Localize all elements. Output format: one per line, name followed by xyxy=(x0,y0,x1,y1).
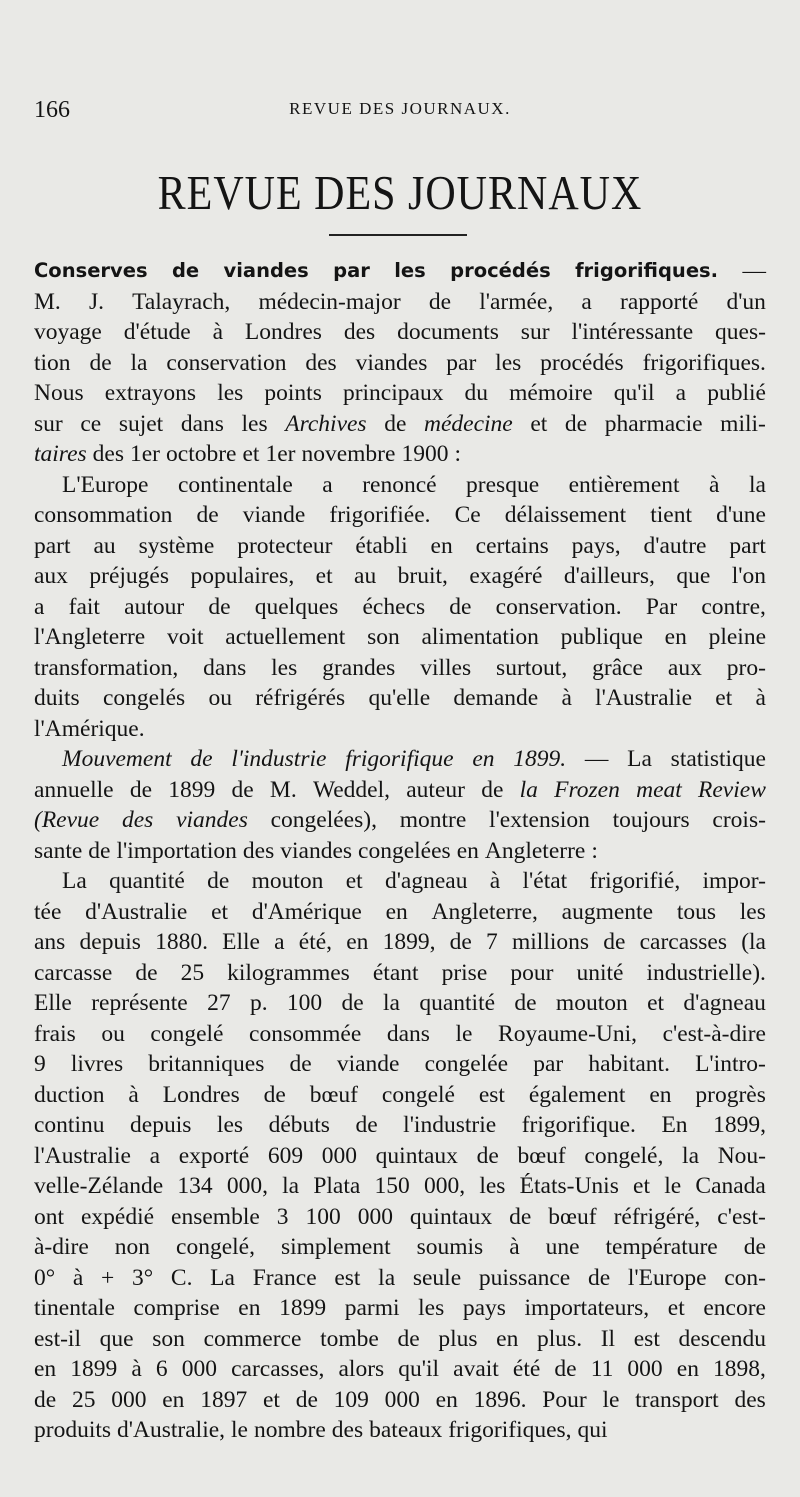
text-line: de 25 000 en 1897 et de 109 000 en 1896. Pour le transport des xyxy=(34,1386,766,1413)
text-line: velle-Zélande 134 000, la Plata 150 000, les États-Unis et le Canada xyxy=(34,1173,766,1199)
text-line: a fait autour de quelques échecs de conservation. Par contre, xyxy=(34,593,766,620)
text-line: ont expédié ensemble 3 100 000 quintaux de bœuf réfrigéré, c'est- xyxy=(34,1203,766,1230)
text-line: voyage d'étude à Londres des documents sur l'intéressante ques- xyxy=(34,319,766,345)
text-line: tion de la conservation des viandes par les procédés frigorifiques. xyxy=(34,349,766,376)
paragraph xyxy=(34,744,766,866)
text-line: ans depuis 1880. Elle a été, en 1899, de 7 millions de carcasses (la xyxy=(34,929,766,955)
text-line: Elle représente 27 p. 100 de la quantité de mouton et d'agneau xyxy=(34,990,766,1016)
text-line: l'Australie a exporté 609 000 quintaux de bœuf congelé, la Nou- xyxy=(34,1142,766,1169)
text-line: l'Amérique. xyxy=(34,715,145,742)
text-line: en 1899 à 6 000 carcasses, alors qu'il avait été de 11 000 en 1898, xyxy=(34,1356,766,1382)
text-line: continu depuis les débuts de l'industrie frigorifique. En 1899, xyxy=(34,1112,766,1138)
text-line: taires des 1er octobre et 1er novembre 1900 : xyxy=(34,441,461,467)
text-line: tée d'Australie et d'Amérique en Angleterre, augmente tous les xyxy=(34,898,766,925)
text-line: sante de l'importation des viandes congelées en Angleterre : xyxy=(34,837,598,864)
text-line: duction à Londres de bœuf congelé est également en progrès xyxy=(34,1081,766,1108)
text-line: 9 livres britanniques de viande congelée par habitant. L'intro- xyxy=(34,1051,766,1077)
page-number: 166 xyxy=(34,97,70,123)
paragraph xyxy=(34,256,766,470)
text-line: consommation de viande frigorifiée. Ce délaissement tient d'une xyxy=(34,502,766,528)
text-line: est-il que son commerce tombe de plus en plus. Il est descendu xyxy=(34,1325,766,1352)
text-line: produits d'Australie, le nombre des bateaux frigorifiques, qui xyxy=(34,1417,608,1443)
text-line: aux préjugés populaires, et au bruit, exagéré d'ailleurs, que l'on xyxy=(34,563,766,589)
text-line: sur ce sujet dans les Archives de médecine et de pharmacie mili- xyxy=(34,410,766,437)
text-line: frais ou congelé consommée dans le Royaume-Uni, c'est-à-dire xyxy=(34,1020,766,1047)
text-line: Nous extrayons les points principaux du mémoire qu'il a publié xyxy=(34,380,766,406)
text-line: Mouvement de l'industrie frigorifique en 1899. — La statistique xyxy=(62,746,766,772)
text-line: La quantité de mouton et d'agneau à l'état frigorifié, impor- xyxy=(62,868,766,894)
text-line: duits congelés ou réfrigérés qu'elle demande à l'Australie et à xyxy=(34,685,766,711)
running-title: REVUE DES JOURNAUX. xyxy=(289,99,511,118)
text-line: Conserves de viandes par les procédés frigorifiques. — xyxy=(34,258,766,284)
text-line: L'Europe continentale a renoncé presque entièrement à la xyxy=(62,471,766,498)
paragraph xyxy=(34,470,766,745)
text-line: (Revue des viandes congelées), montre l'extension toujours crois- xyxy=(34,807,766,833)
text-line: transformation, dans les grandes villes surtout, grâce aux pro- xyxy=(34,654,766,681)
text-line: carcasse de 25 kilogrammes étant prise pour unité industrielle). xyxy=(34,959,766,986)
text-line: à-dire non congelé, simplement soumis à une température de xyxy=(34,1234,766,1260)
text-line: part au système protecteur établi en certains pays, d'autre part xyxy=(34,532,766,559)
article-body xyxy=(34,256,766,1446)
title-rule xyxy=(329,234,467,236)
text-line: annuelle de 1899 de M. Weddel, auteur de la Frozen meat Review xyxy=(34,776,766,803)
text-line: M. J. Talayrach, médecin-major de l'armée, a rapporté d'un xyxy=(34,288,766,315)
running-head xyxy=(34,97,766,127)
paragraph xyxy=(34,866,766,1446)
text-line: l'Angleterre voit actuellement son alimentation publique en pleine xyxy=(34,624,766,650)
section-title: REVUE DES JOURNAUX xyxy=(157,167,643,221)
text-line: tinentale comprise en 1899 parmi les pays importateurs, et encore xyxy=(34,1295,766,1321)
text-line: 0° à + 3° C. La France est la seule puissance de l'Europe con- xyxy=(34,1264,766,1291)
